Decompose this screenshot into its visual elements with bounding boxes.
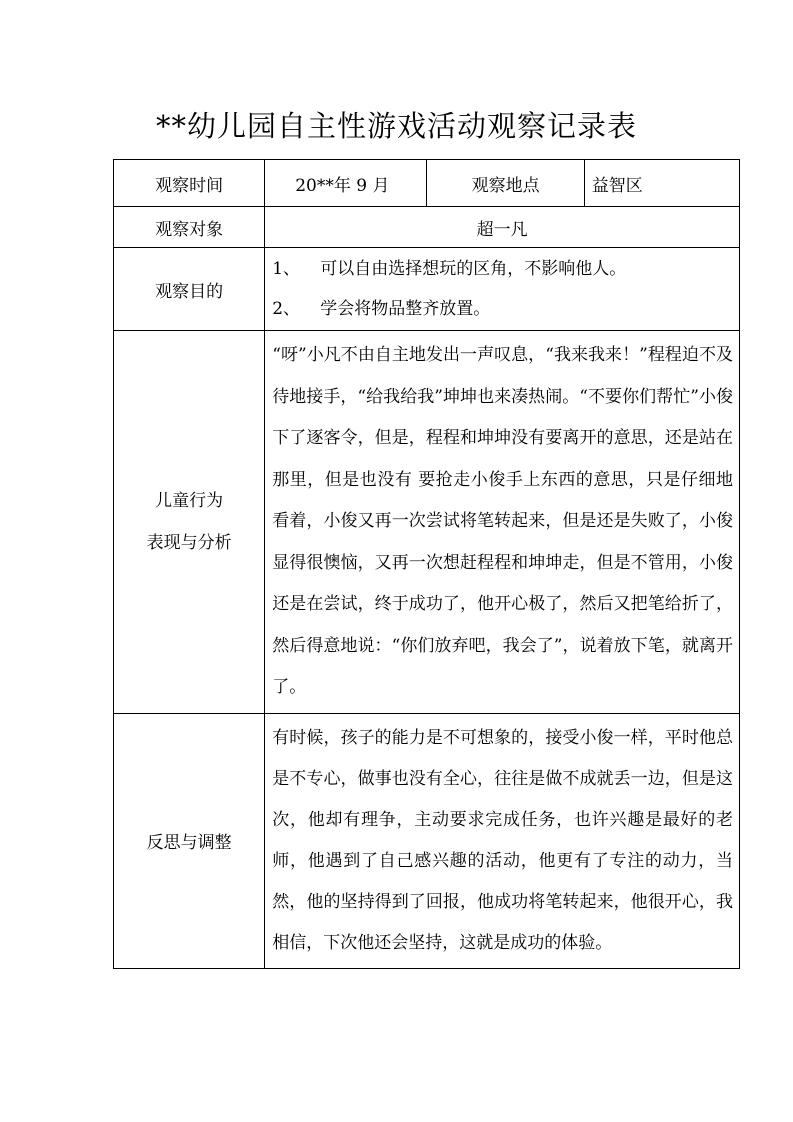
behavior-label-line: 表现与分析 bbox=[146, 532, 232, 553]
observation-record-table bbox=[113, 159, 740, 969]
goal-label: 观察目的 bbox=[114, 248, 265, 331]
reflection-cell bbox=[265, 713, 740, 968]
row-behavior bbox=[114, 331, 740, 714]
document-title: **幼儿园自主性游戏活动观察记录表 bbox=[155, 109, 637, 143]
goal-text: 可以自由选择想玩的区角，不影响他人。 bbox=[320, 259, 627, 279]
subject-label: 观察对象 bbox=[114, 207, 265, 248]
place-label: 观察地点 bbox=[427, 160, 584, 207]
goal-item bbox=[265, 249, 739, 289]
goal-number: 1、 bbox=[272, 259, 301, 279]
goal-cell bbox=[265, 248, 740, 331]
row-reflection bbox=[114, 713, 740, 968]
behavior-cell bbox=[265, 331, 740, 714]
row-time-place bbox=[114, 160, 740, 207]
goal-text: 学会将物品整齐放置。 bbox=[320, 299, 491, 319]
time-value: 20**年 9 月 bbox=[265, 160, 427, 207]
place-value: 益智区 bbox=[584, 160, 739, 207]
subject-value: 超一凡 bbox=[265, 207, 740, 248]
time-label: 观察时间 bbox=[114, 160, 265, 207]
behavior-label bbox=[114, 331, 265, 714]
behavior-text: “呀”小凡不由自主地发出一声叹息，“我来我来！”程程迫不及待地接手，“给我给我”坤坤也来凑热闹。“不要你们帮忙”小俊下了逐客令，但是，程程和坤坤没有要离开的意思，还是站在那里，但是也没有 要抢走小俊手上东西的意思，只是仔细地看着，小俊又再一次尝试将笔转起来，但是还是失败了，小俊显得很懊恼，又再一次想赶程程和坤坤走，但是不管用，小俊还是在尝试，终于成功了，他开心极了，然后又把笔给折了，然后得意地说：“你们放弃吧，我会了”，说着放下笔，就离开了。 bbox=[272, 345, 733, 697]
behavior-label-line: 儿童行为 bbox=[155, 490, 224, 511]
goal-number: 2、 bbox=[272, 299, 301, 319]
reflection-text: 有时候，孩子的能力是不可想象的，接受小俊一样，平时他总是不专心，做事也没有全心，往往是做不成就丢一边，但是这次，他却有理争，主动要求完成任务，也许兴趣是最好的老师，他遇到了自己感兴趣的活动，他更有了专注的动力，当然，他的坚持得到了回报，他成功将笔转起来，他很开心，我相信，下次他还会坚持，这就是成功的体验。 bbox=[272, 727, 733, 953]
reflection-label: 反思与调整 bbox=[114, 713, 265, 968]
row-goal bbox=[114, 248, 740, 331]
goal-item bbox=[265, 289, 739, 329]
row-subject bbox=[114, 207, 740, 248]
